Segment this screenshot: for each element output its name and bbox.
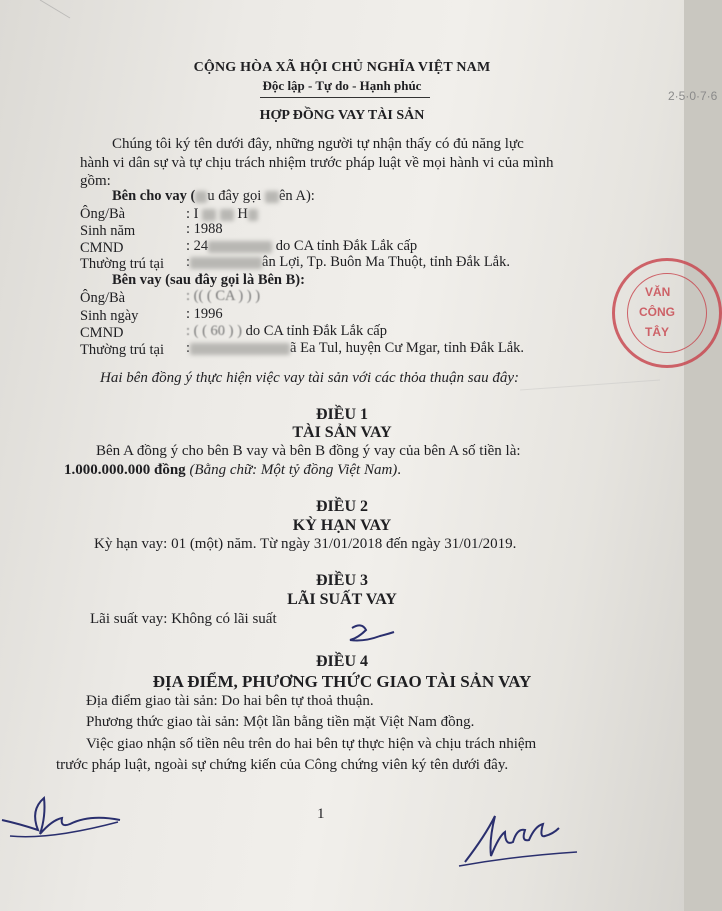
article-2-line-1: Kỳ hạn vay: 01 (một) năm. Từ ngày 31/01/2018 đến ngày 31/01/2019. [94,536,517,552]
article-1-title: TÀI SẢN VAY [292,424,392,441]
party-a-address-value: : ân Lợi, Tp. Buôn Ma Thuột, tỉnh Đắk Lắk. [186,254,510,270]
party-b-heading: Bên vay (sau đây gọi là Bên B): [112,272,305,288]
article-4-line-4: trước pháp luật, ngoài sự chứng kiến của Công chứng viên ký tên dưới đây. [56,757,509,773]
party-a-address-label: Thường trú tại [80,256,164,272]
redaction [202,209,216,221]
redaction [265,191,279,203]
loan-amount-words: (Bằng chữ: Một tỷ đồng Việt Nam) [189,462,398,478]
page-number: 1 [317,806,325,822]
party-a-birth-label: Sinh năm [80,223,136,239]
intro-line-1: Chúng tôi ký tên dưới đây, những người tự nhận thấy có đủ năng lực [112,136,524,152]
party-b-name-value: : (( ( CA ) ) ) [186,288,261,304]
article-4-line-3: Việc giao nhận số tiền nêu trên do hai bên tự thực hiện và chịu trách nhiệm [86,736,537,752]
article-4-number: ĐIỀU 4 [315,653,368,670]
party-b-birth-value: : 1996 [186,306,223,322]
redaction [190,257,262,269]
intro-line-3: gồm: [80,173,111,189]
article-1-number: ĐIỀU 1 [315,406,368,423]
edge-serial: 2·5·0·7·6 [668,89,718,103]
article-1-amount-line: 1.000.000.000 đồng (Bằng chữ: Một tỷ đồng Việt Nam). [64,462,402,478]
redaction [220,209,234,221]
article-1-line-1: Bên A đồng ý cho bên B vay và bên B đồng ý vay của bên A số tiền là: [96,443,521,459]
redaction [190,343,290,355]
motto-underline [260,97,430,98]
article-2-number: ĐIỀU 2 [315,498,368,515]
signature-left [0,790,130,860]
article-4-line-2: Phương thức giao tài sản: Một lần bằng tiền mặt Việt Nam đồng. [86,714,475,730]
redaction [208,241,272,253]
nation-title: CỘNG HÒA XÃ HỘI CHỦ NGHĨA VIỆT NAM [193,60,491,75]
party-a-name-label: Ông/Bà [80,206,126,222]
party-a-id-value: : 24 do CA tỉnh Đắk Lắk cấp [186,238,418,254]
article-3-number: ĐIỀU 3 [315,572,368,589]
official-stamp [612,258,722,368]
article-2-title: KỲ HẠN VAY [292,517,392,534]
redaction [195,191,207,203]
signature-right [455,806,585,870]
party-b-name-label: Ông/Bà [80,290,126,306]
party-a-name-value: : I H [186,206,258,223]
contract-title: HỢP ĐỒNG VAY TÀI SẢN [259,108,425,123]
article-4-title: ĐỊA ĐIỂM, PHƯƠNG THỨC GIAO TÀI SẢN VAY [152,672,532,691]
handwritten-mark [340,620,400,648]
article-4-line-1: Địa điểm giao tài sản: Do hai bên tự thoả thuận. [86,693,374,709]
stamp-text-1: VĂN [645,285,671,299]
party-b-address-label: Thường trú tại [80,342,164,358]
party-a-id-label: CMND [80,240,124,256]
party-a-heading: Bên cho vay ( u đây gọi ên A): [112,188,315,204]
party-b-address-value: : ã Ea Tul, huyện Cư Mgar, tỉnh Đắk Lắk. [186,340,525,356]
party-a-birth-value: : 1988 [186,221,223,237]
party-b-birth-label: Sinh ngày [80,308,139,324]
article-3-line-1: Lãi suất vay: Không có lãi suất [90,611,277,627]
article-3-title: LÃI SUẤT VAY [287,591,397,608]
intro-line-2: hành vi dân sự và tự chịu trách nhiệm trước pháp luật về mọi hành vi của mình [80,155,554,171]
party-b-id-value: : ( ( 60 ) ) do CA tỉnh Đắk Lắk cấp [186,323,387,339]
loan-amount: 1.000.000.000 đồng [64,462,186,478]
party-b-id-label: CMND [80,325,124,341]
stamp-text-2: CÔNG [639,305,675,319]
redaction [248,209,258,221]
motto: Độc lập - Tự do - Hạnh phúc [262,78,422,93]
stamp-text-3: TÂY [645,325,669,339]
agreement-statement: Hai bên đồng ý thực hiện việc vay tài sản với các thỏa thuận sau đây: [100,370,519,386]
